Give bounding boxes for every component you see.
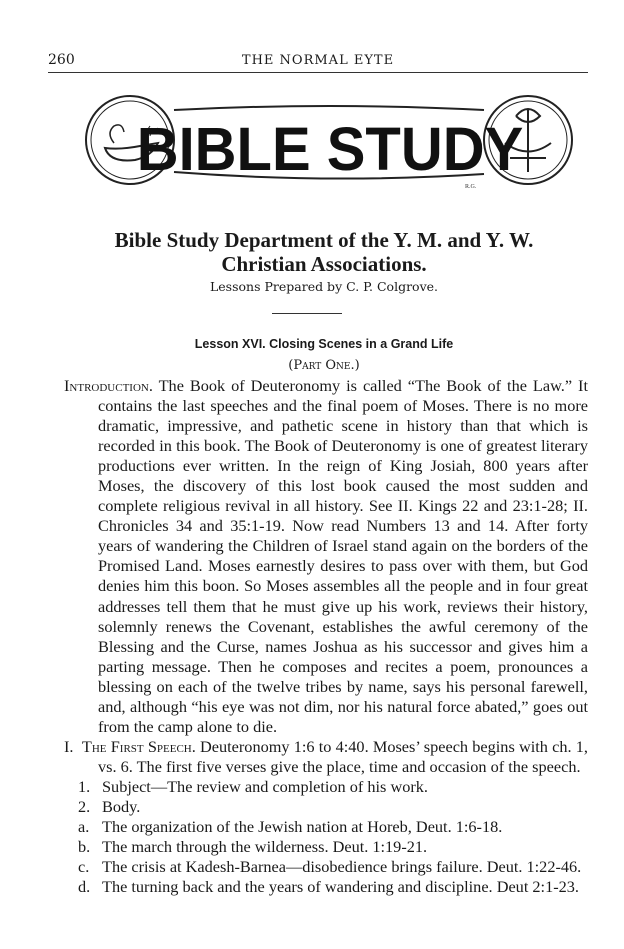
lesson-part: (Part One.) [288,358,360,373]
department-heading [60,228,588,276]
running-title: THE NORMAL EYTE [241,53,395,68]
section-label: The First Speech. [81,736,196,756]
item-text: Body. [102,796,141,816]
outline-item [58,777,588,797]
outline-item [58,837,588,857]
item-marker: 1. [78,776,91,796]
section-text: Deuteronomy 1:6 to 4:40. Moses’ speech begins with ch. 1, vs. 6. The first five verses give the place, time and occasion of the speech. [98,736,588,776]
outline-item [58,857,588,877]
lesson-body [58,376,588,897]
item-text: The turning back and the years of wandering and discipline. Deut 2:1-23. [102,877,579,897]
introduction-paragraph [58,376,588,737]
item-marker: a. [78,817,90,837]
introduction-text: The Book of Deuteronomy is called “The Book of the Law.” It contains the last speeches and the final poem of Moses. There is no more dramatic, impressive, and pathetic scene in history than that which is recorded in this book. The Book of Deuteronomy is one of greatest literary productions ever written. In the reign of King Josiah, 800 years after Moses, the discovery of this lost book caused the most sudden and complete religious revival in all history. See II. Kings 22 and 23:1-28; II. Chronicles 34 and 35:1-19. Now read Numbers 13 and 14. After forty years of wandering the Children of Israel stand again on the borders of the Promised Land. Moses earnestly desires to pass over with them, but God denies him this boon. So Moses assembles all the people and in four great addresses tell them that he must give up his work, reviews their history, solemnly renews the Covenant, establishes the awful ceremony of the Blessing and the Curse, names Joshua as his successor and gives him a parting message. Then he composes and recites a poem, pronounces a blessing on each of the twelve tribes by name, says his personal farewell, and, although “his eye was not dim, nor his natural force abated,” goes out from the camp alone to die. [98,376,588,736]
item-marker: 2. [78,796,91,816]
item-text: The organization of the Jewish nation at Horeb, Deut. 1:6-18. [102,817,503,837]
item-text: The march through the wilderness. Deut. 1:19-21. [102,837,428,857]
bible-study-banner [80,88,578,198]
heading-line-2: Christian Associations. [221,252,427,276]
heading-line-1: Bible Study Department of the Y. M. and Y. W. [114,228,534,252]
byline: Lessons Prepared by C. P. Colgrove. [209,279,439,294]
divider [272,313,342,314]
page-number: 260 [48,52,75,68]
item-text: The crisis at Kadesh-Barnea—disobedience brings failure. Deut. 1:22-46. [102,857,582,877]
outline-list [58,777,588,897]
item-marker: d. [78,877,91,897]
outline-item [58,877,588,897]
section-numeral: I. [64,736,74,756]
item-marker: b. [78,837,91,857]
outline-item [58,817,588,837]
lesson-title: Lesson XVI. Closing Scenes in a Grand Life [194,337,454,351]
first-speech-paragraph [58,737,588,777]
introduction-label: Introduction. [64,376,153,395]
banner-title: BIBLE STUDY [136,114,524,184]
outline-item [58,797,588,817]
artist-signature: R.G. [465,184,477,190]
running-header [48,52,588,73]
item-marker: c. [78,857,90,877]
item-text: Subject—The review and completion of his work. [102,776,428,796]
